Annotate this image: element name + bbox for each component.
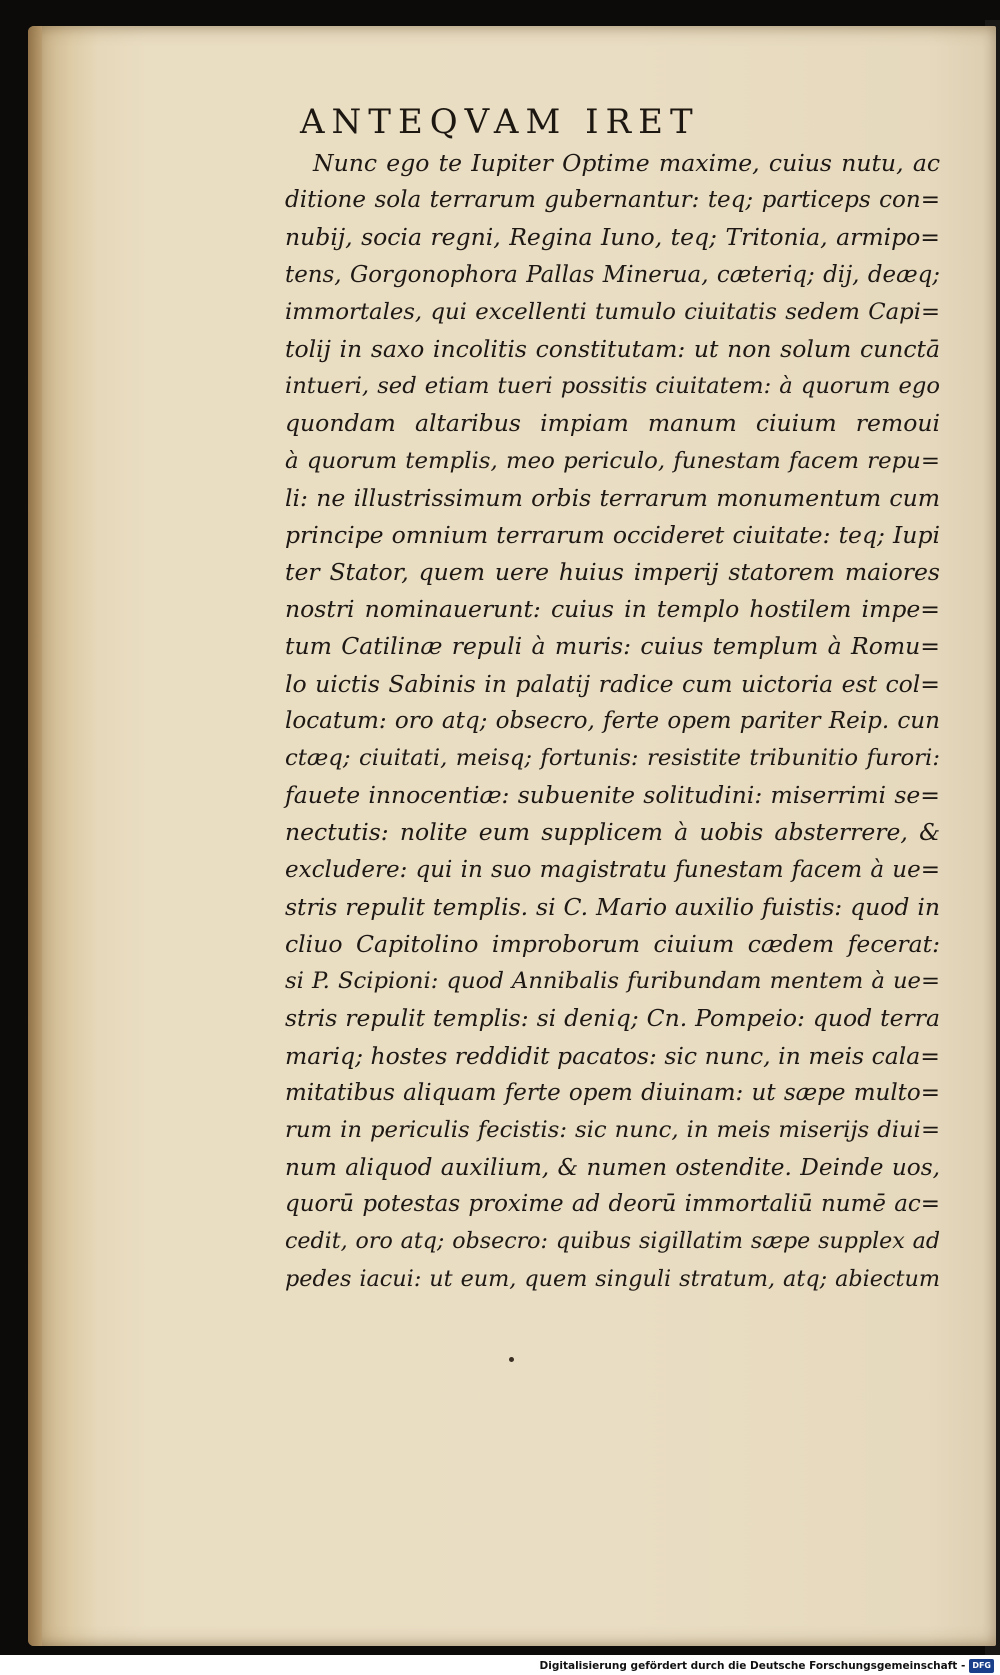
text-line: nubij, socia regni, Regina Iuno, teq; Tritonia, armipo=: [285, 223, 940, 252]
text-line: rum in periculis fecistis: sic nunc, in meis miserijs diui=: [285, 1116, 940, 1143]
text-line: stris repulit templis. si C. Mario auxilio fuistis: quod in: [285, 892, 940, 921]
text-line: cliuo Capitolino improborum ciuium cædem fecerat:: [285, 929, 940, 958]
digitization-credit: [540, 1658, 994, 1674]
text-line: intueri, sed etiam tueri possitis ciuitatem: à quorum ego: [285, 373, 940, 400]
text-line: fauete innocentiæ: subuenite solitudini: miserrimi se=: [285, 781, 940, 810]
page-gutter: [28, 26, 42, 1646]
running-head: ANTEQVAM IRET: [300, 102, 700, 142]
text-line: ter Stator, quem uere huius imperij statorem maiores: [285, 558, 940, 587]
body-text: [285, 145, 940, 1298]
ink-speck: [509, 1357, 514, 1362]
text-line: lo uictis Sabinis in palatij radice cum uictoria est col=: [285, 669, 940, 698]
text-line: immortales, qui excellenti tumulo ciuitatis sedem Capi=: [285, 298, 940, 325]
text-line: excludere: qui in suo magistratu funestam facem à ue=: [285, 856, 940, 883]
text-line: mitatibus aliquam ferte opem diuinam: ut sæpe multo=: [285, 1079, 940, 1106]
text-line: principe omnium terrarum occideret ciuitate: teq; Iupi: [285, 520, 940, 549]
text-line: li: ne illustrissimum orbis terrarum monumentum cum: [285, 483, 940, 512]
text-line: cedit, oro atq; obsecro: quibus sigillatim sæpe supplex ad: [285, 1228, 940, 1255]
text-line: ditione sola terrarum gubernantur: teq; particeps con=: [285, 187, 940, 214]
text-line: nostri nominauerunt: cuius in templo hostilem impe=: [285, 595, 940, 624]
credit-text: Digitalisierung gefördert durch die Deutsche Forschungsgemeinschaft -: [539, 1660, 966, 1672]
text-line: pedes iacui: ut eum, quem singuli stratum, atq; abiectum: [285, 1265, 940, 1292]
text-line: quorū potestas proxime ad deorū immortaliū numē ac=: [285, 1191, 940, 1218]
text-line: à quorum templis, meo periculo, funestam facem repu=: [285, 447, 940, 474]
text-line: mariq; hostes reddidit pacatos: sic nunc, in meis cala=: [285, 1041, 940, 1070]
text-line: locatum: oro atq; obsecro, ferte opem pariter Reip. cun: [285, 707, 940, 734]
text-line: nectutis: nolite eum supplicem à uobis absterrere, &: [285, 818, 940, 847]
text-line: stris repulit templis: si deniq; Cn. Pompeio: quod terra: [285, 1004, 940, 1033]
text-line: tolij in saxo incolitis constitutam: ut non solum cunctā: [285, 334, 940, 363]
text-line: quondam altaribus impiam manum ciuium remoui: [285, 409, 940, 438]
text-line: num aliquod auxilium, & numen ostendite. Deinde uos,: [285, 1154, 940, 1182]
text-line: ctæq; ciuitati, meisq; fortunis: resistite tribunitio furori:: [285, 745, 940, 771]
text-line: tum Catilinæ repuli à muris: cuius templum à Romu=: [285, 632, 940, 661]
text-line: Nunc ego te Iupiter Optime maxime, cuius nutu, ac: [313, 149, 940, 177]
text-line: si P. Scipioni: quod Annibalis furibundam mentem à ue=: [285, 968, 940, 995]
dfg-logo: DFG: [969, 1659, 994, 1673]
text-line: tens, Gorgonophora Pallas Minerua, cæteriq; dij, deæq;: [285, 261, 940, 288]
